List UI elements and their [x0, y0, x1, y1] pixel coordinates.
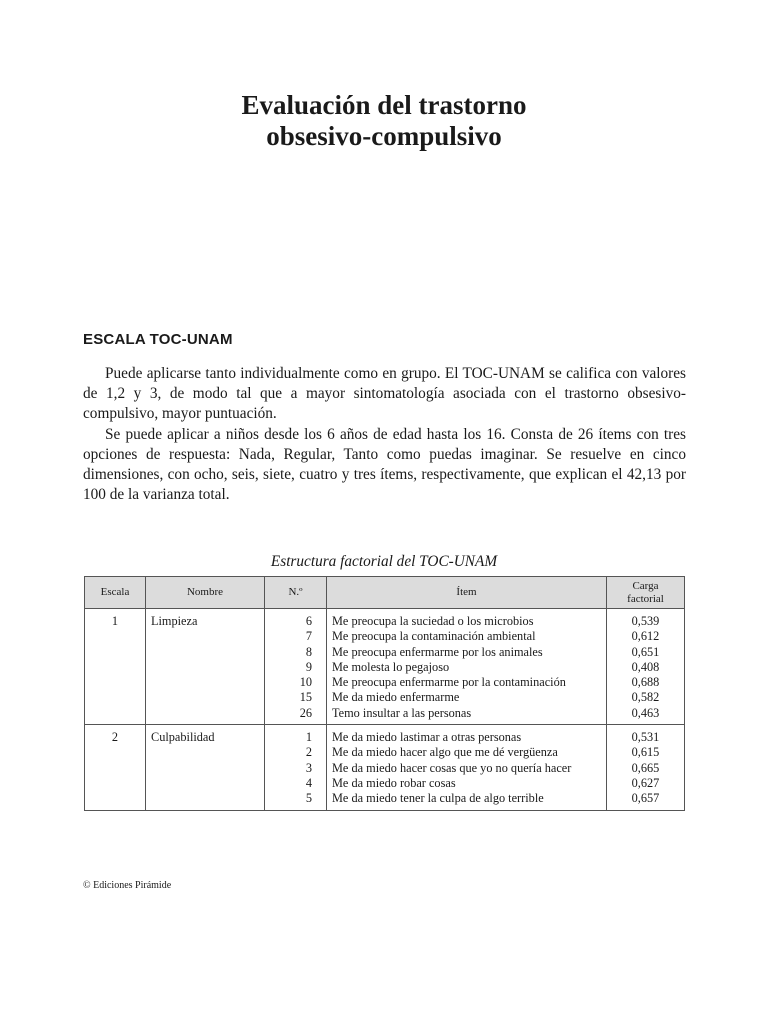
- escala-cell: 2: [85, 725, 146, 810]
- carga-cell: [607, 609, 685, 725]
- item-text: Me molesta lo pegajoso: [332, 659, 450, 674]
- factor-loading: 0,539: [631, 614, 660, 628]
- table-body: [85, 609, 685, 811]
- table-row: [85, 609, 685, 725]
- paragraph: Puede aplicarse tanto individualmente como en grupo. El TOC-UNAM se califica con valores de 1,2 y 3, de modo tal que a mayor sintomatología asociada con el trastorno obsesivo-compulsivo, mayor puntuación.: [83, 365, 686, 423]
- item-cell: [327, 609, 607, 725]
- item-number: 3: [305, 760, 312, 775]
- item-text: Me da miedo robar cosas: [332, 775, 456, 790]
- item-number: 9: [305, 659, 312, 674]
- table-caption: Estructura factorial del TOC-UNAM: [270, 553, 498, 570]
- num-cell: [265, 609, 327, 725]
- item-number: 26: [299, 705, 312, 720]
- factor-loading: 0,531: [631, 730, 660, 745]
- item-text: Me da miedo tener la culpa de algo terrible: [332, 791, 544, 806]
- factor-loading: 0,657: [631, 791, 660, 806]
- item-number: 8: [305, 644, 312, 659]
- item-text: Me preocupa enfermarme por los animales: [332, 644, 543, 659]
- factor-loading: 0,615: [631, 745, 660, 760]
- section-heading: ESCALA TOC-UNAM: [83, 331, 233, 348]
- header-num: N.º: [265, 577, 327, 609]
- header-item: Ítem: [327, 577, 607, 609]
- paragraph: Se puede aplicar a niños desde los 6 años de edad hasta los 16. Consta de 26 ítems con tres opciones de respuesta: Nada, Regular, Tanto como puedas imaginar. Se resuelve en cinco dimensiones, con ocho, seis, siete, cuatro y tres ítems, respectivamente, que explican el 42,13 por 100 de la varianza total.: [83, 425, 686, 504]
- factor-loading: 0,612: [631, 629, 660, 644]
- item-cell: [327, 725, 607, 810]
- item-text: Me da miedo enfermarme: [332, 690, 460, 705]
- footer-copyright: © Ediciones Pirámide: [83, 880, 172, 891]
- header-carga: [607, 577, 685, 609]
- header-carga-line-1: Carga: [632, 579, 659, 592]
- item-number: 4: [305, 775, 312, 790]
- factor-table: [84, 576, 685, 811]
- body-text: [83, 364, 686, 505]
- item-number: 7: [305, 629, 312, 644]
- nombre-cell: Culpabilidad: [146, 725, 265, 810]
- item-number: 6: [305, 614, 312, 628]
- factor-loading: 0,665: [631, 760, 660, 775]
- table-row: [85, 725, 685, 810]
- factor-loading: 0,651: [631, 644, 660, 659]
- page-title-line-1: Evaluación del trastorno: [241, 90, 527, 120]
- item-number: 15: [299, 690, 312, 705]
- item-text: Me da miedo hacer algo que me dé vergüenza: [332, 745, 558, 760]
- item-text: Temo insultar a las personas: [332, 705, 472, 720]
- item-number: 10: [299, 675, 312, 690]
- item-number: 2: [305, 745, 312, 760]
- num-cell: [265, 725, 327, 810]
- page-title: [0, 90, 768, 152]
- page-title-line-2: obsesivo-compulsivo: [266, 121, 502, 151]
- escala-cell: 1: [85, 609, 146, 725]
- header-nombre: Nombre: [146, 577, 265, 609]
- factor-loading: 0,627: [631, 775, 660, 790]
- item-number: 5: [305, 791, 312, 806]
- table-header: [85, 577, 685, 609]
- item-number: 1: [305, 730, 312, 745]
- item-text: Me da miedo hacer cosas que yo no quería hacer: [332, 760, 572, 775]
- header-escala: Escala: [85, 577, 146, 609]
- item-text: Me preocupa la contaminación ambiental: [332, 629, 536, 644]
- item-text: Me da miedo lastimar a otras personas: [332, 730, 522, 745]
- factor-loading: 0,408: [631, 659, 660, 674]
- factor-loading: 0,688: [631, 675, 660, 690]
- item-text: Me preocupa enfermarme por la contaminación: [332, 675, 566, 690]
- item-text: Me preocupa la suciedad o los microbios: [332, 614, 534, 628]
- factor-loading: 0,463: [631, 705, 660, 720]
- factor-loading: 0,582: [631, 690, 660, 705]
- table-header-row: [85, 577, 685, 609]
- nombre-cell: Limpieza: [146, 609, 265, 725]
- carga-cell: [607, 725, 685, 810]
- header-carga-line-2: factorial: [627, 592, 664, 605]
